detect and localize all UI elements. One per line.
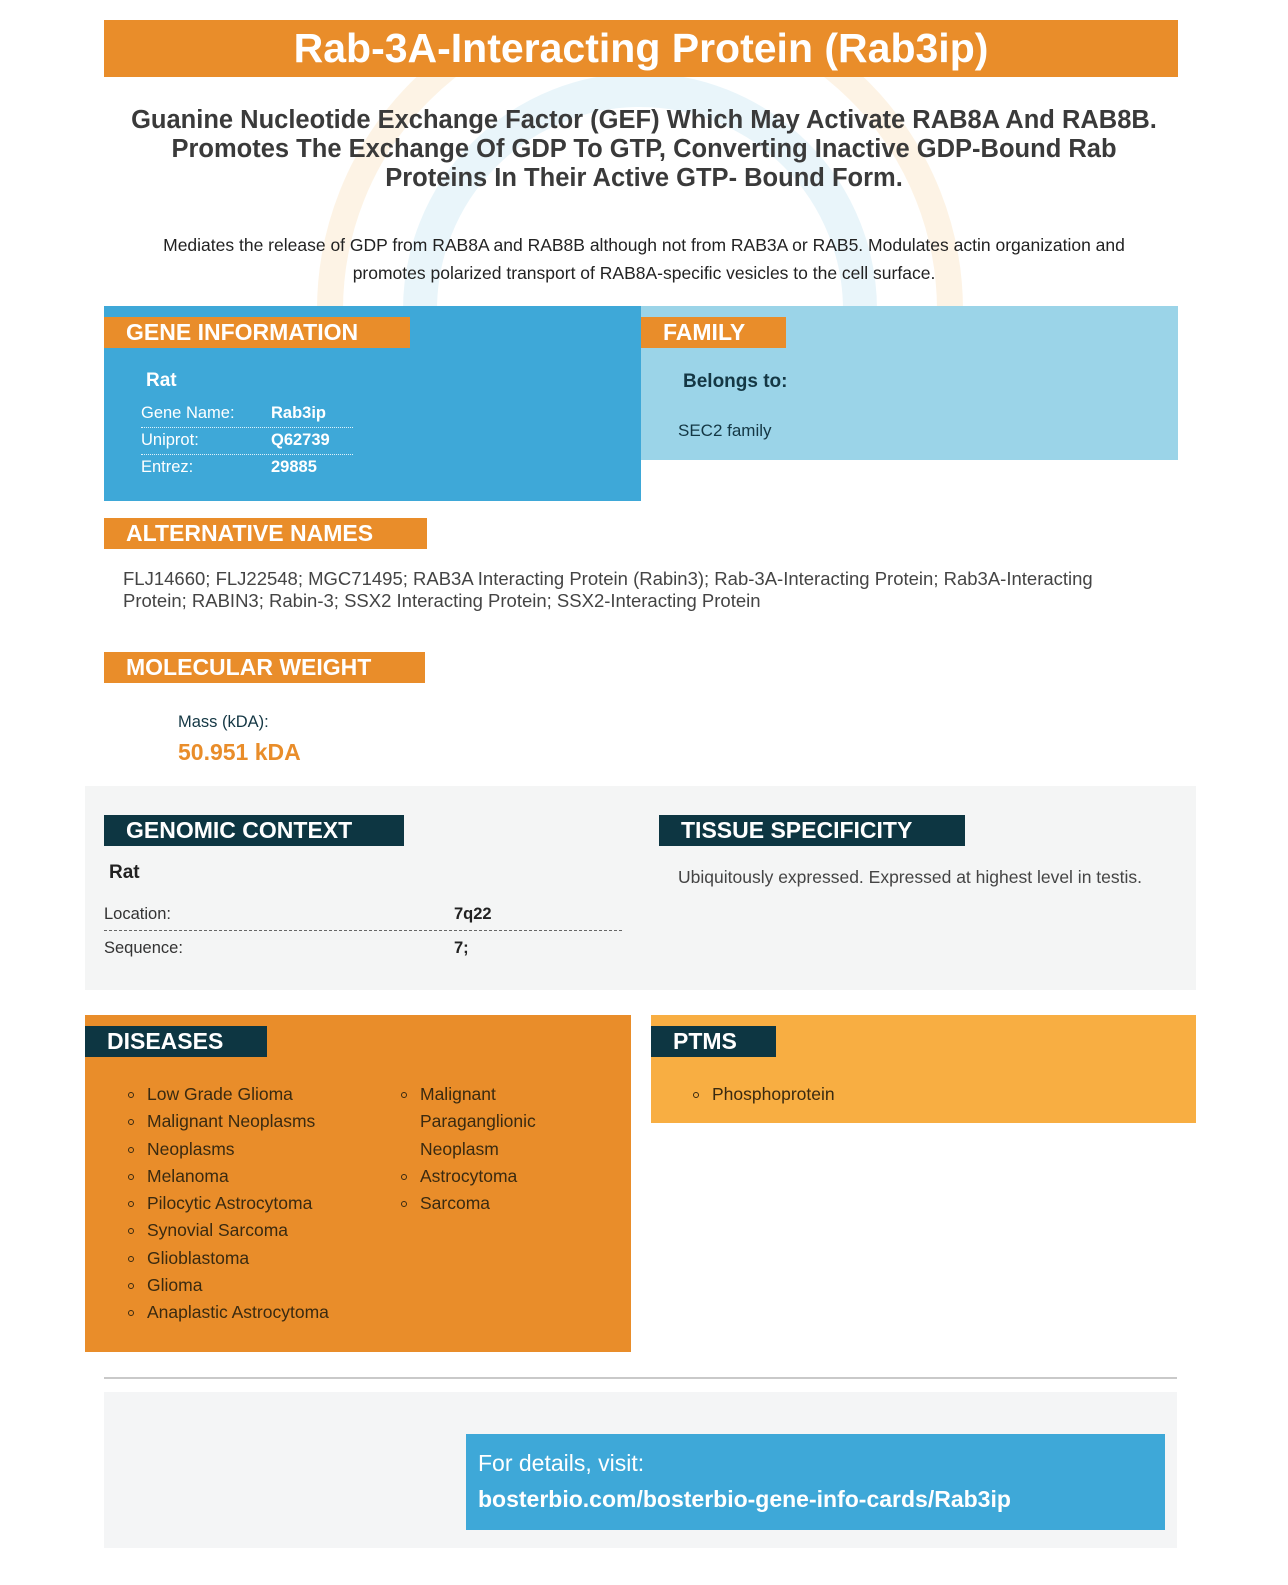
disease-item: Neoplasms: [126, 1136, 366, 1163]
tissue-specificity-text: Ubiquitously expressed. Expressed at highest level in testis.: [678, 867, 1142, 887]
mass-label: Mass (kDA):: [178, 713, 269, 731]
protein-description: Mediates the release of GDP from RAB8A and RAB8B although not from RAB3A or RAB5. Modulates actin organization and promotes polarized transport of RAB8A-specific vesicles to the cell surface.: [163, 235, 1125, 283]
details-link[interactable]: bosterbio.com/bosterbio-gene-info-cards/Rab3ip: [478, 1486, 1011, 1512]
family-heading: FAMILY: [641, 317, 786, 348]
ptm-item: Phosphoprotein: [691, 1081, 991, 1108]
gene-information-heading: GENE INFORMATION: [104, 317, 410, 348]
disease-item: Sarcoma: [399, 1190, 559, 1217]
sequence-label: Sequence:: [104, 939, 183, 957]
disease-item: Malignant Neoplasms: [126, 1108, 366, 1135]
sequence-row: [104, 931, 622, 964]
alternative-names-text: FLJ14660; FLJ22548; MGC71495; RAB3A Interacting Protein (Rabin3); Rab-3A-Interacting Protein; Rab3A-Interacting Protein; RABIN3; Rabin-3; SSX2 Interacting Protein; SSX2-Interacting Protein: [123, 568, 1093, 611]
disease-item: Low Grade Glioma: [126, 1081, 366, 1108]
footer-divider: [104, 1377, 1177, 1379]
gene-name-row: [141, 400, 353, 428]
location-value: 7q22: [454, 905, 492, 923]
ptms-list: [691, 1081, 991, 1108]
uniprot-row: [141, 427, 353, 455]
gene-name-value: Rab3ip: [271, 404, 327, 422]
disease-item: Pilocytic Astrocytoma: [126, 1190, 366, 1217]
disease-item: Melanoma: [126, 1163, 366, 1190]
family-value: SEC2 family: [678, 421, 772, 440]
genomic-context-heading: GENOMIC CONTEXT: [104, 815, 404, 846]
entrez-label: Entrez:: [141, 458, 194, 476]
sequence-value: 7;: [454, 939, 469, 957]
entrez-row: [141, 454, 353, 481]
disease-item: Glioma: [126, 1272, 366, 1299]
disease-item: Anaplastic Astrocytoma: [126, 1299, 366, 1326]
details-link-box[interactable]: [466, 1434, 1165, 1530]
diseases-list-right: [399, 1081, 559, 1217]
alternative-names-heading: ALTERNATIVE NAMES: [104, 518, 427, 549]
location-row: [104, 897, 622, 931]
molecular-weight-heading: MOLECULAR WEIGHT: [104, 652, 425, 683]
gene-name-label: Gene Name:: [141, 404, 235, 422]
details-prompt: For details, visit:: [478, 1450, 645, 1476]
family-belongs-label: Belongs to:: [683, 371, 788, 392]
disease-item: Astrocytoma: [399, 1163, 559, 1190]
genomic-species: Rat: [109, 862, 140, 883]
gene-species: Rat: [146, 370, 177, 391]
diseases-list-left: [126, 1081, 366, 1327]
ptms-heading: PTMS: [651, 1026, 776, 1057]
diseases-heading: DISEASES: [85, 1026, 267, 1057]
uniprot-value: Q62739: [271, 431, 330, 449]
page-title: Rab-3A-Interacting Protein (Rab3ip): [293, 25, 989, 71]
tissue-specificity-heading: TISSUE SPECIFICITY: [659, 815, 965, 846]
title-banner: [104, 20, 1178, 77]
entrez-value: 29885: [271, 458, 317, 476]
disease-item: Synovial Sarcoma: [126, 1217, 366, 1244]
uniprot-label: Uniprot:: [141, 431, 199, 449]
disease-item: Malignant Paraganglionic Neoplasm: [399, 1081, 559, 1163]
mass-value: 50.951 kDA: [178, 739, 301, 765]
location-label: Location:: [104, 905, 171, 923]
protein-function-summary: Guanine Nucleotide Exchange Factor (GEF) Which May Activate RAB8A And RAB8B. Promotes The Exchange Of GDP To GTP, Converting Inactive GDP-Bound Rab Proteins In Their Active GTP- Bound Form.: [131, 106, 1157, 192]
disease-item: Glioblastoma: [126, 1245, 366, 1272]
